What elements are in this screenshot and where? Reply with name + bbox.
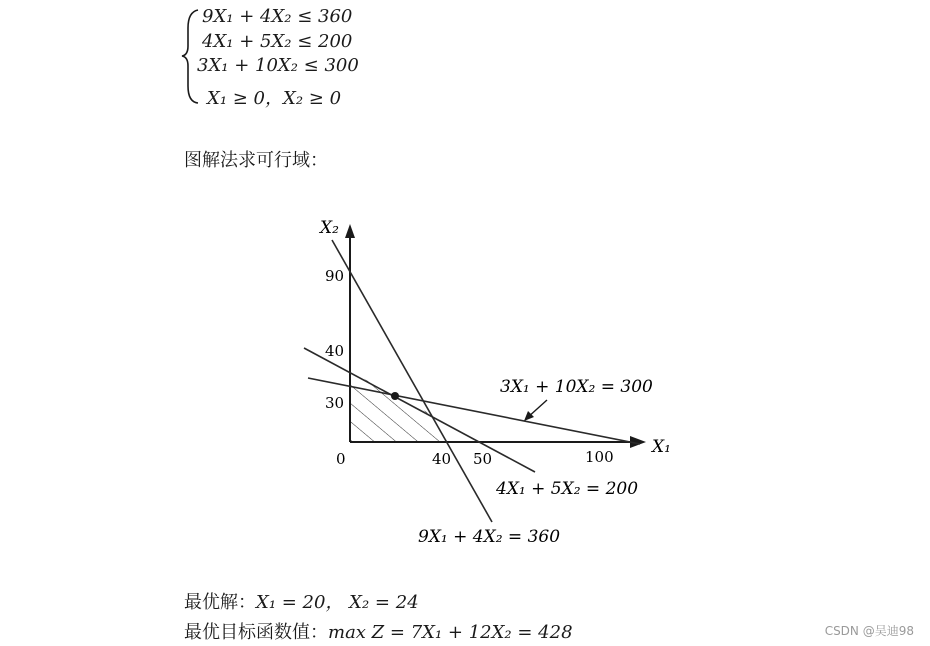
line-3-label: 3X₁ + 10X₂ = 300: [500, 377, 653, 397]
x-tick-50: 50: [473, 450, 493, 468]
y-tick-40: 40: [325, 342, 345, 360]
objective-value-line: [184, 618, 573, 644]
objective-value: max Z = 7X₁ + 12X₂ = 428: [328, 622, 573, 643]
line-1-label: 9X₁ + 4X₂ = 360: [418, 527, 561, 547]
section-title: 图解法求可行域：: [184, 150, 328, 171]
objective-value-label: 最优目标函数值：: [184, 622, 328, 643]
constraint-3: 3X₁ + 10X₂ ≤ 300: [197, 55, 359, 76]
origin-label: 0: [336, 450, 346, 468]
x-tick-100: 100: [585, 448, 614, 466]
constraint-1: 9X₁ + 4X₂ ≤ 360: [202, 6, 353, 27]
constraint-2: 4X₁ + 5X₂ ≤ 200: [202, 31, 353, 52]
optimal-solution-label: 最优解：: [184, 592, 256, 613]
y-tick-90: 90: [325, 267, 345, 285]
feasible-region-diagram: [290, 205, 690, 555]
line-2-label: 4X₁ + 5X₂ = 200: [496, 479, 639, 499]
constraint-nonneg: X₁ ≥ 0，X₂ ≥ 0: [207, 88, 342, 109]
y-tick-30: 30: [325, 394, 345, 412]
x-tick-40: 40: [432, 450, 452, 468]
optimal-point: [391, 392, 399, 400]
optimal-solution-value: X₁ = 20， X₂ = 24: [256, 592, 419, 613]
watermark: CSDN @吴迪98: [824, 624, 914, 638]
y-axis-label: X₂: [320, 218, 339, 238]
x-axis-label: X₁: [652, 437, 671, 457]
y-axis-arrow: [345, 224, 355, 238]
optimal-solution-line: [184, 588, 419, 614]
